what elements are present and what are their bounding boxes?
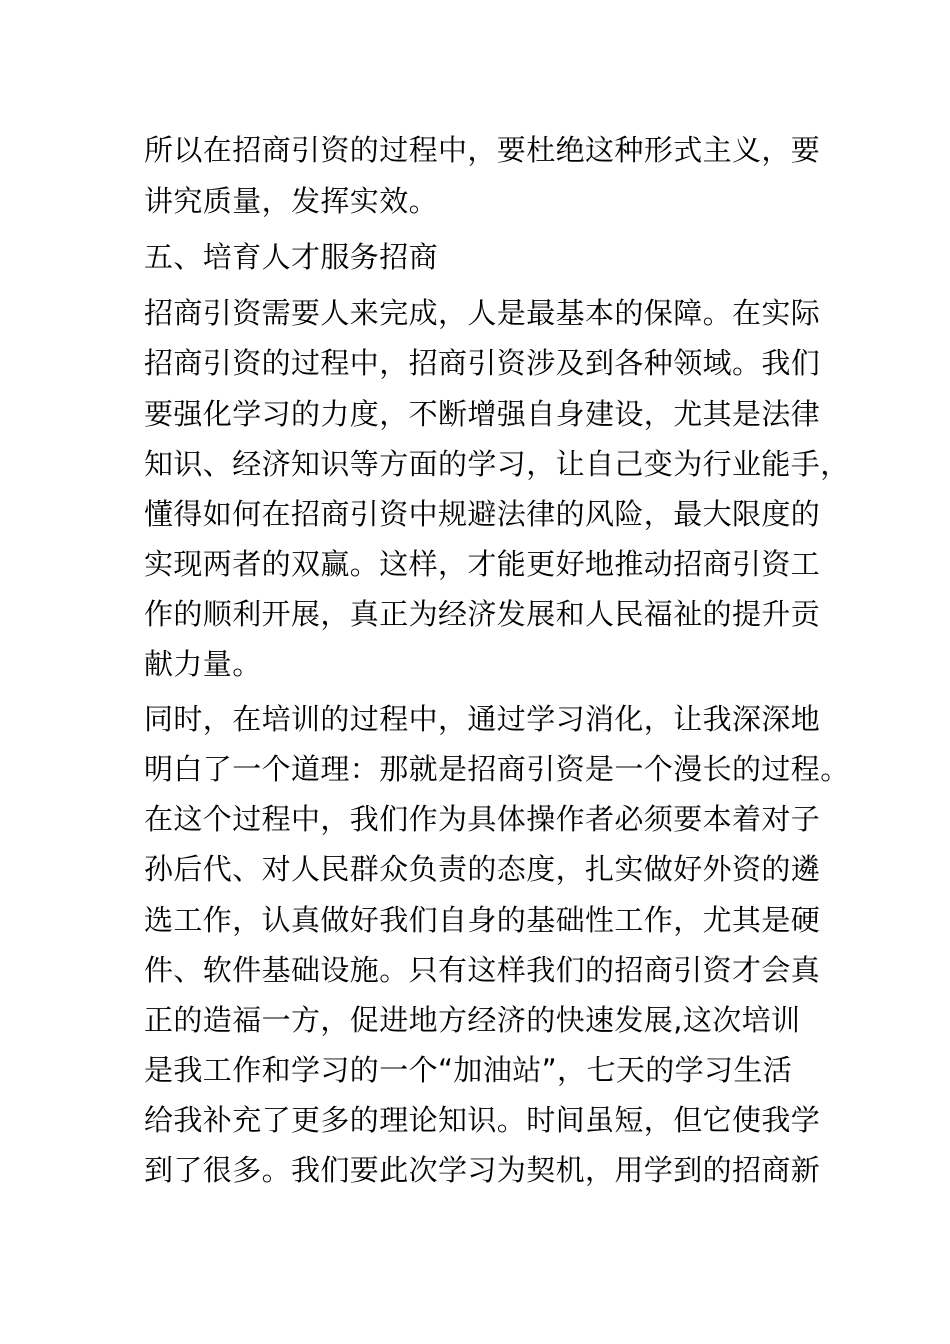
paragraph-line: 知识、经济知识等方面的学习，让自己变为行业能手， — [144, 447, 850, 481]
paragraph-line: 到了很多。我们要此次学习为契机，用学到的招商新 — [144, 1153, 821, 1187]
paragraph-line: 是我工作和学习的一个“加油站”，七天的学习生活 — [144, 1053, 793, 1087]
paragraph-line: 正的造福一方，促进地方经济的快速发展,这次培训 — [144, 1003, 801, 1037]
paragraph-line: 要强化学习的力度，不断增强自身建设，尤其是法律 — [144, 397, 821, 431]
section-heading: 五、培育人才服务招商 — [144, 240, 439, 274]
paragraph-line: 献力量。 — [144, 647, 262, 681]
paragraph-line: 懂得如何在招商引资中规避法律的风险，最大限度的 — [144, 497, 821, 531]
paragraph-line: 件、软件基础设施。只有这样我们的招商引资才会真 — [144, 953, 821, 987]
paragraph-line: 选工作，认真做好我们自身的基础性工作，尤其是硬 — [144, 903, 821, 937]
paragraph-line: 同时，在培训的过程中，通过学习消化，让我深深地 — [144, 702, 821, 736]
paragraph-line: 所以在招商引资的过程中，要杜绝这种形式主义，要 — [144, 133, 821, 167]
paragraph-line: 给我补充了更多的理论知识。时间虽短，但它使我学 — [144, 1103, 821, 1137]
paragraph-line: 实现两者的双赢。这样，才能更好地推动招商引资工 — [144, 547, 821, 581]
paragraph-line: 招商引资需要人来完成，人是最基本的保障。在实际 — [144, 296, 821, 330]
paragraph-line: 作的顺利开展，真正为经济发展和人民福祉的提升贡 — [144, 597, 821, 631]
paragraph-line: 明白了一个道理：那就是招商引资是一个漫长的过程。 — [144, 752, 850, 786]
paragraph-line: 招商引资的过程中，招商引资涉及到各种领域。我们 — [144, 346, 821, 380]
paragraph-line: 在这个过程中，我们作为具体操作者必须要本着对子 — [144, 802, 821, 836]
paragraph-line: 讲究质量，发挥实效。 — [144, 184, 439, 218]
paragraph-line: 孙后代、对人民群众负责的态度，扎实做好外资的遴 — [144, 852, 821, 886]
